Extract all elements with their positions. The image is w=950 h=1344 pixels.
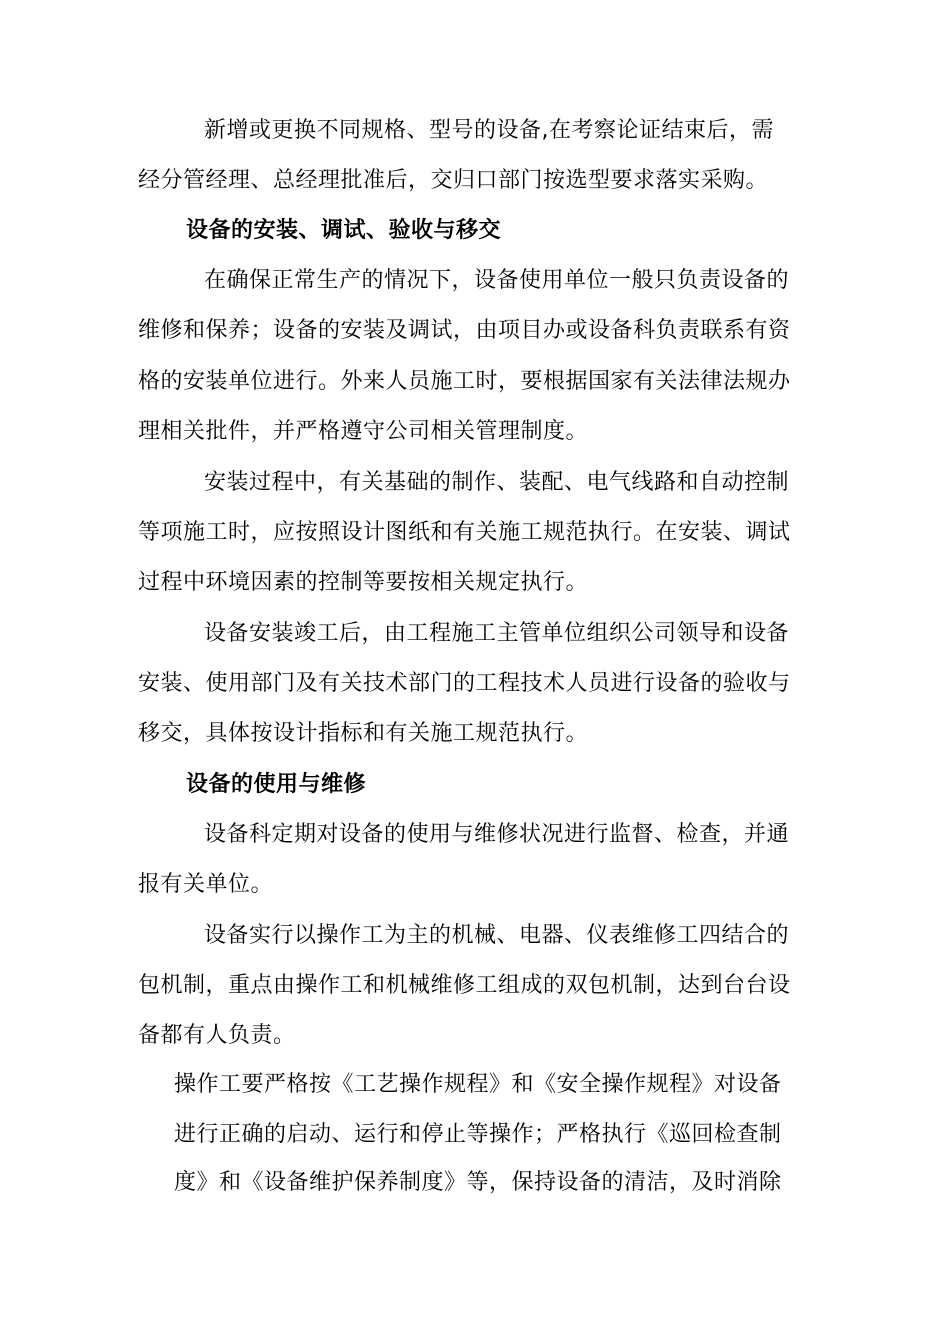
section-heading-installation: 设备的安装、调试、验收与移交: [186, 218, 502, 243]
paragraph-6-line-2: 包机制，重点由操作工和机械维修工组成的双包机制，达到台台设: [138, 973, 791, 998]
paragraph-5-line-2: 报有关单位。: [138, 872, 274, 897]
paragraph-2-line-3: 格的安装单位进行。外来人员施工时，要根据国家有关法律法规办: [138, 369, 791, 394]
paragraph-2-line-4: 理相关批件，并严格遵守公司相关管理制度。: [138, 419, 589, 444]
paragraph-4-line-1: 设备安装竣工后，由工程施工主管单位组织公司领导和设备: [204, 621, 790, 646]
paragraph-3-line-1: 安装过程中，有关基础的制作、装配、电气线路和自动控制: [204, 470, 790, 495]
paragraph-7-line-1: 操作工要严格按《工艺操作规程》和《安全操作规程》对设备: [174, 1072, 782, 1097]
paragraph-1-line-2: 经分管经理、总经理批准后，交归口部门按选型要求落实采购。: [138, 168, 769, 193]
paragraph-2-line-1: 在确保正常生产的情况下，设备使用单位一般只负责设备的: [204, 268, 790, 293]
paragraph-7-line-2: 进行正确的启动、运行和停止等操作；严格执行《巡回检查制: [174, 1122, 782, 1147]
paragraph-5-line-1: 设备科定期对设备的使用与维修状况进行监督、检查，并通: [204, 822, 790, 847]
paragraph-1-line-1: 新增或更换不同规格、型号的设备,在考察论证结束后，需: [204, 118, 774, 143]
paragraph-7-line-3: 度》和《设备维护保养制度》等，保持设备的清洁，及时消除: [174, 1170, 782, 1195]
paragraph-6-line-3: 备都有人负责。: [138, 1023, 296, 1048]
paragraph-3-line-3: 过程中环境因素的控制等要按相关规定执行。: [138, 570, 589, 595]
paragraph-3-line-2: 等项施工时，应按照设计图纸和有关施工规范执行。在安装、调试: [138, 520, 791, 545]
paragraph-4-line-3: 移交，具体按设计指标和有关施工规范执行。: [138, 721, 589, 746]
section-heading-usage-maintenance: 设备的使用与维修: [186, 772, 367, 797]
paragraph-4-line-2: 安装、使用部门及有关技术部门的工程技术人员进行设备的验收与: [138, 671, 791, 696]
paragraph-6-line-1: 设备实行以操作工为主的机械、电器、仪表维修工四结合的: [204, 923, 790, 948]
paragraph-2-line-2: 维修和保养；设备的安装及调试，由项目办或设备科负责联系有资: [138, 318, 791, 343]
